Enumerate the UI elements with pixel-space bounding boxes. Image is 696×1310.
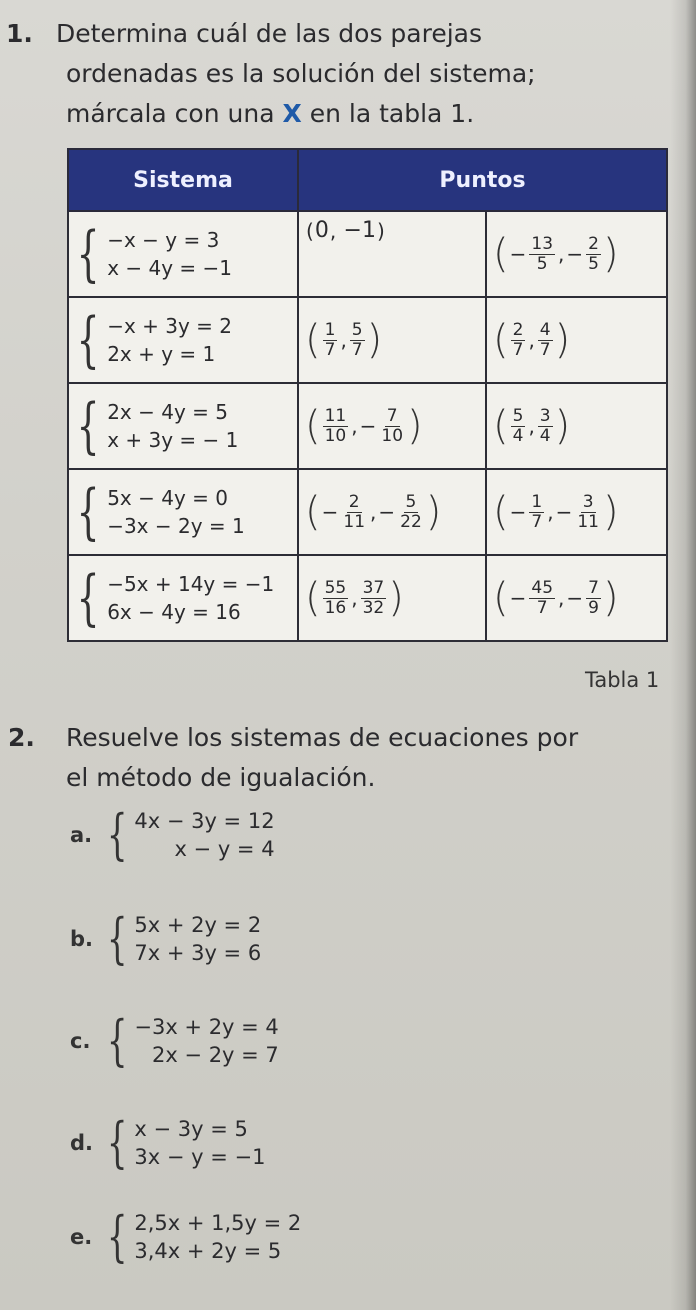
- brace-icon: {: [106, 803, 128, 866]
- equation: 5x − 4y = 0: [107, 486, 228, 510]
- table-row: [68, 383, 667, 469]
- fraction: $\frac{1}{7}$: [531, 491, 543, 532]
- fraction: $\frac{45}{7}$: [531, 577, 554, 618]
- q1-text-3a: márcala con una: [66, 99, 283, 128]
- fraction: $\frac{7}{10}$: [381, 405, 404, 446]
- sign: −: [359, 414, 377, 438]
- point-cell[interactable]: ( $\frac{1}{7}$ , $\frac{5}{7}$ ): [298, 297, 486, 383]
- equation: −3x − 2y = 1: [107, 514, 245, 538]
- brace-icon: {: [76, 219, 100, 289]
- point-cell[interactable]: ( − $\frac{2}{11}$ , − $\frac{5}{22}$ ): [298, 469, 486, 555]
- exercise-item-c: [70, 1009, 279, 1072]
- fraction: $\frac{13}{5}$: [531, 233, 554, 274]
- fraction: $\frac{2}{5}$: [588, 233, 599, 274]
- point-cell[interactable]: ( − $\frac{13}{5}$ , − $\frac{2}{5}$ ): [486, 211, 667, 297]
- q1-text-3b: en la tabla 1.: [301, 99, 475, 128]
- sign: −: [509, 242, 527, 266]
- fraction: $\frac{11}{10}$: [324, 405, 347, 446]
- table-row: [68, 211, 667, 297]
- system-cell: [68, 297, 298, 383]
- equation: 3x − y = −1: [134, 1145, 266, 1169]
- table-row: [68, 469, 667, 555]
- brace-icon: {: [76, 563, 100, 633]
- point-cell[interactable]: ( $\frac{2}{7}$ , $\frac{4}{7}$ ): [486, 297, 667, 383]
- item-label: a.: [70, 823, 93, 847]
- point-cell[interactable]: ( 0 , −1 ): [298, 211, 486, 297]
- equation: 5x + 2y = 2: [134, 913, 262, 937]
- item-label: d.: [70, 1131, 94, 1155]
- point-cell[interactable]: ( − $\frac{45}{7}$ , − $\frac{7}{9}$ ): [486, 555, 667, 641]
- equation: x − 4y = −1: [107, 256, 233, 280]
- sign: −: [378, 500, 396, 524]
- item-label: b.: [70, 927, 94, 951]
- q2-number: 2.: [8, 723, 35, 752]
- equation: x − 3y = 5: [134, 1117, 248, 1141]
- fraction: $\frac{5}{22}$: [400, 491, 422, 532]
- q1-text-1: Determina cuál de las dos parejas: [56, 19, 483, 48]
- brace-icon: {: [76, 477, 100, 547]
- equation: x − y = 4: [174, 837, 275, 861]
- equation: −x + 3y = 2: [107, 314, 233, 338]
- q1-text-2: ordenadas es la solución del sistema;: [66, 59, 536, 88]
- q1-number: 1.: [6, 19, 33, 48]
- fraction: $\frac{37}{32}$: [362, 577, 385, 618]
- item-label: e.: [70, 1225, 93, 1249]
- equation: 2x − 4y = 5: [107, 400, 228, 424]
- equation: 7x + 3y = 6: [134, 941, 262, 965]
- system-cell: [68, 383, 298, 469]
- header-points: Puntos: [298, 149, 667, 211]
- point-y: −1: [343, 218, 376, 243]
- equation: x + 3y = − 1: [107, 428, 239, 452]
- system-cell: [68, 469, 298, 555]
- header-system: Sistema: [68, 149, 298, 211]
- equation: 3,4x + 2y = 5: [134, 1239, 282, 1263]
- table-row: [68, 297, 667, 383]
- point-cell[interactable]: ( $\frac{5}{4}$ , $\frac{3}{4}$ ): [486, 383, 667, 469]
- equation: −x − y = 3: [107, 228, 220, 252]
- brace-icon: {: [106, 907, 128, 970]
- fraction: $\frac{5}{4}$: [512, 405, 524, 446]
- fraction: $\frac{3}{11}$: [577, 491, 599, 532]
- fraction: $\frac{55}{16}$: [324, 577, 347, 618]
- equation: 4x − 3y = 12: [134, 809, 275, 833]
- fraction: $\frac{2}{7}$: [512, 319, 524, 360]
- table-row: [68, 555, 667, 641]
- fraction: $\frac{1}{7}$: [324, 319, 336, 360]
- brace-icon: {: [106, 1111, 128, 1174]
- table-caption: Tabla 1: [585, 668, 660, 692]
- point-cell[interactable]: ( $\frac{55}{16}$ , $\frac{37}{32}$ ): [298, 555, 486, 641]
- exercise-item-a: [70, 803, 275, 866]
- point-cell[interactable]: ( $\frac{11}{10}$ , − $\frac{7}{10}$ ): [298, 383, 486, 469]
- table-header-row: [68, 149, 667, 211]
- sign: −: [555, 500, 573, 524]
- equation: 6x − 4y = 16: [107, 600, 241, 624]
- page-edge-shadow: [670, 0, 696, 1310]
- sign: −: [566, 242, 584, 266]
- fraction: $\frac{7}{9}$: [588, 577, 599, 618]
- sign: −: [321, 500, 339, 524]
- system-cell: [68, 211, 298, 297]
- fraction: $\frac{3}{4}$: [539, 405, 551, 446]
- equation: −5x + 14y = −1: [107, 572, 275, 596]
- point-x: 0: [314, 218, 329, 243]
- question-2: [0, 718, 660, 798]
- q2-text-1: Resuelve los sistemas de ecuaciones por: [66, 723, 579, 752]
- q1-line-1: [6, 14, 666, 54]
- exercise-item-d: [70, 1111, 266, 1174]
- equation: 2,5x + 1,5y = 2: [134, 1211, 302, 1235]
- point-cell[interactable]: ( − $\frac{1}{7}$ , − $\frac{3}{11}$ ): [486, 469, 667, 555]
- brace-icon: {: [106, 1009, 128, 1072]
- q2-text-2: el método de igualación.: [66, 763, 376, 792]
- fraction: $\frac{5}{7}$: [351, 319, 363, 360]
- brace-icon: {: [76, 305, 100, 375]
- q1-line-3: [6, 94, 666, 134]
- sign: −: [509, 500, 527, 524]
- equation: 2x − 2y = 7: [151, 1043, 279, 1067]
- systems-table: [67, 148, 668, 642]
- brace-icon: {: [106, 1205, 128, 1268]
- exercise-item-b: [70, 907, 262, 970]
- sign: −: [566, 586, 584, 610]
- brace-icon: {: [76, 391, 100, 461]
- sign: −: [509, 586, 527, 610]
- system-cell: [68, 555, 298, 641]
- x-mark: X: [282, 99, 302, 128]
- fraction: $\frac{2}{11}$: [343, 491, 366, 532]
- equation: −3x + 2y = 4: [134, 1015, 279, 1039]
- q2-line-1: [0, 718, 660, 758]
- question-1: [6, 14, 666, 134]
- exercise-item-e: [70, 1205, 302, 1268]
- item-label: c.: [70, 1029, 91, 1053]
- equation: 2x + y = 1: [107, 342, 216, 366]
- fraction: $\frac{4}{7}$: [539, 319, 551, 360]
